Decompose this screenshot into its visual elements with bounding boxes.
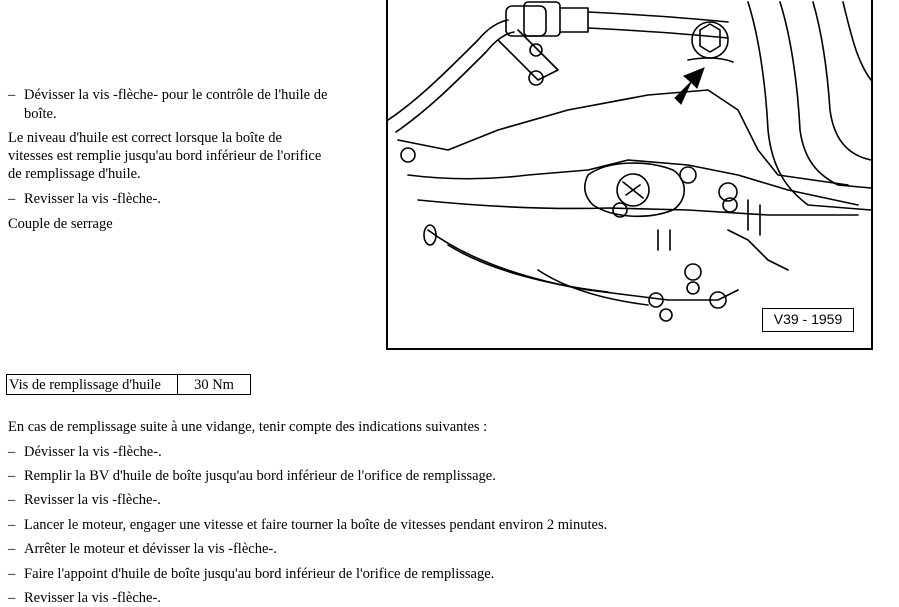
- dash-bullet: –: [8, 541, 16, 557]
- step-unscrew-check: [8, 86, 327, 104]
- refill-step-text: Revisser la vis -flèche-.: [24, 590, 161, 606]
- dash-bullet: –: [8, 87, 16, 103]
- dash-bullet: –: [8, 468, 16, 484]
- refill-step-text: Remplir la BV d'huile de boîte jusqu'au bord inférieur de l'orifice de remplissage.: [24, 468, 496, 484]
- gearbox-technical-drawing: [386, 0, 873, 350]
- dash-bullet: –: [8, 444, 16, 460]
- refill-step-text: Faire l'appoint d'huile de boîte jusqu'au bord inférieur de l'orifice de remplissage.: [24, 566, 495, 582]
- list-item: [8, 443, 162, 461]
- note-line-3: de remplissage d'huile.: [8, 166, 141, 182]
- refill-step-text: Arrêter le moteur et dévisser la vis -flèche-.: [24, 541, 277, 557]
- dash-bullet: –: [8, 566, 16, 582]
- step-rescrew: [8, 190, 161, 208]
- gearbox-line-art: [388, 0, 871, 348]
- torque-table: [6, 374, 251, 395]
- refill-intro: En cas de remplissage suite à une vidange, tenir compte des indications suivantes :: [8, 419, 488, 435]
- dash-bullet: –: [8, 517, 16, 533]
- torque-part-cell: Vis de remplissage d'huile: [7, 375, 178, 395]
- note-line-1: Le niveau d'huile est correct lorsque la boîte de: [8, 130, 282, 146]
- list-item: [8, 491, 161, 509]
- figure-reference-label: V39 - 1959: [762, 308, 854, 332]
- table-row: [7, 375, 251, 395]
- list-item: [8, 565, 494, 583]
- step-unscrew-check-continued: boîte.: [24, 106, 57, 122]
- arrow-icon: [675, 68, 704, 104]
- dash-bullet: –: [8, 492, 16, 508]
- note-line-2: vitesses est remplie jusqu'au bord inférieur de l'orifice: [8, 148, 322, 164]
- refill-step-text: Dévisser la vis -flèche-.: [24, 444, 162, 460]
- list-item: [8, 589, 161, 607]
- refill-step-text: Revisser la vis -flèche-.: [24, 492, 161, 508]
- dash-bullet: –: [8, 590, 16, 606]
- refill-step-text: Lancer le moteur, engager une vitesse et faire tourner la boîte de vitesses pendant environ 2 minutes.: [24, 517, 608, 533]
- list-item: [8, 467, 496, 485]
- torque-value-cell: 30 Nm: [178, 375, 251, 395]
- step-unscrew-check-text: Dévisser la vis -flèche- pour le contrôle de l'huile de: [24, 87, 328, 103]
- dash-bullet: –: [8, 191, 16, 207]
- torque-heading: Couple de serrage: [8, 216, 113, 232]
- list-item: [8, 516, 607, 534]
- step-rescrew-text: Revisser la vis -flèche-.: [24, 191, 161, 207]
- list-item: [8, 540, 277, 558]
